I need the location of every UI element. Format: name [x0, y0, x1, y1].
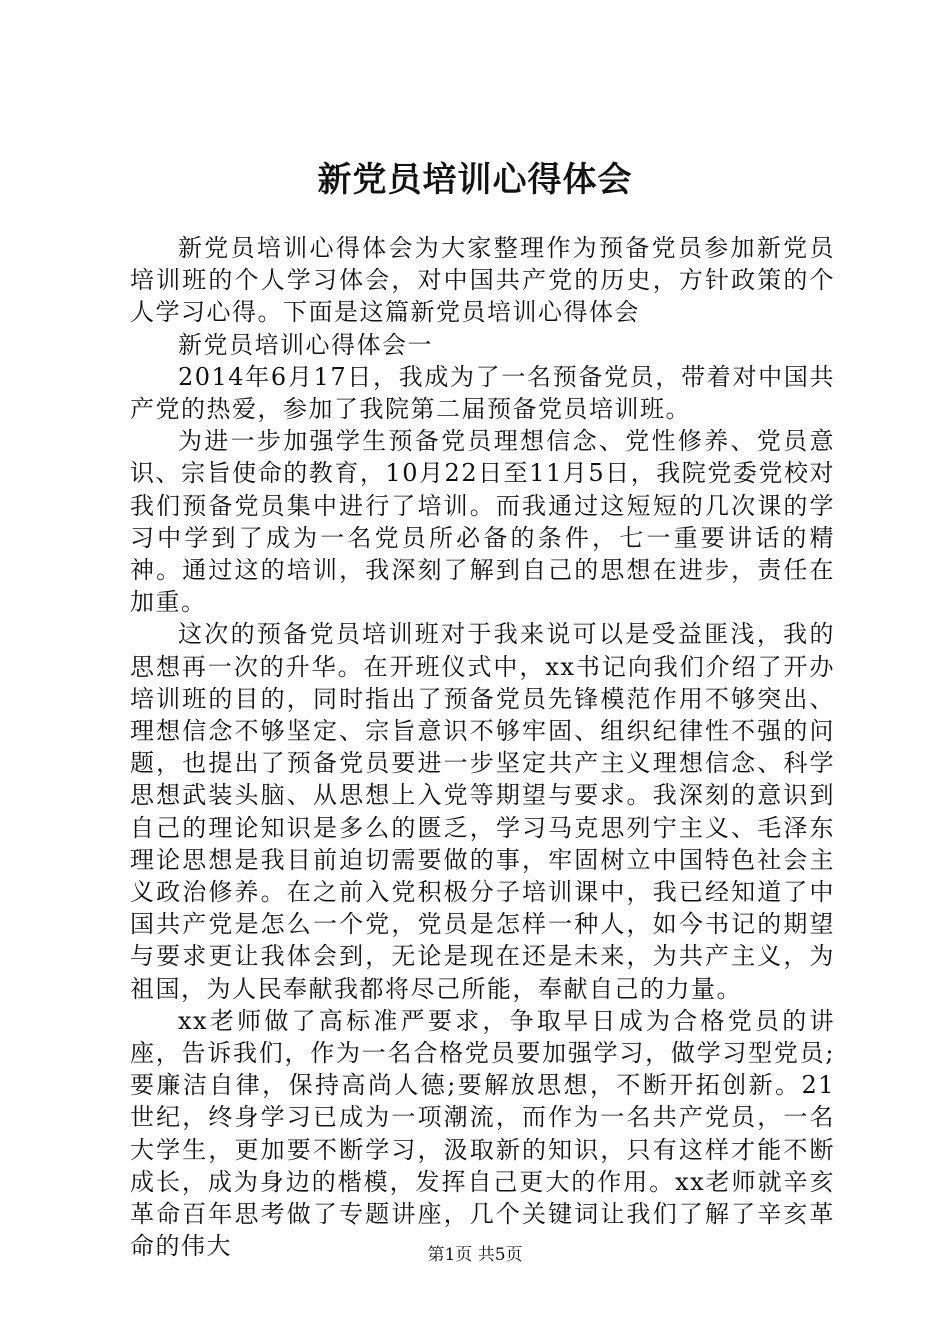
- document-body: [130, 232, 835, 1263]
- intro-paragraph: 新党员培训心得体会为大家整理作为预备党员参加新党员培训班的个人学习体会，对中国共产党的历史，方针政策的个人学习心得。下面是这篇新党员培训心得体会: [130, 234, 835, 327]
- body-paragraph: xx老师做了高标准严要求，争取早日成为合格党员的讲座，告诉我们，作为一名合格党员要加强学习，做学习型党员;要廉洁自律，保持高尚人德;要解放思想，不断开拓创新。21世纪，终身学习已成为一项潮流，而作为一名共产党员，一名大学生，更加要不断学习，汲取新的知识，只有这样才能不断成长，成为身边的楷模，发挥自己更大的作用。xx老师就辛亥革命百年思考做了专题讲座，几个关键词让我们了解了辛亥革命的伟大: [130, 1006, 835, 1261]
- document-title: 新党员培训心得体会: [317, 160, 633, 200]
- section-heading: 新党员培训心得体会一: [178, 330, 433, 359]
- body-paragraph: 这次的预备党员培训班对于我来说可以是受益匪浅，我的思想再一次的升华。在开班仪式中，xx书记向我们介绍了开办培训班的目的，同时指出了预备党员先锋模范作用不够突出、理想信念不够坚定、宗旨意识不够牢固、组织纪律性不强的问题，也提出了预备党员要进一步坚定共产主义理想信念、科学思想武装头脑、从思想上入党等期望与要求。我深刻的意识到自己的理论知识是多么的匮乏，学习马克思列宁主义、毛泽东理论思想是我目前迫切需要做的事，牢固树立中国特色社会主义政治修养。在之前入党积极分子培训课中，我已经知道了中国共产党是怎么一个党，党员是怎样一种人，如今书记的期望与要求更让我体会到，无论是现在还是未来，为共产主义，为祖国，为人民奉献我都将尽己所能，奉献自己的力量。: [130, 620, 835, 1003]
- body-paragraph: 为进一步加强学生预备党员理想信念、党性修养、党员意识、宗旨使命的教育，10月22日至11月5日，我院党委党校对我们预备党员集中进行了培训。而我通过这短短的几次课的学习中学到了成为一名党员所必备的条件，七一重要讲话的精神。通过这的培训，我深刻了解到自己的思想在进步，责任在加重。: [130, 427, 835, 617]
- page-number-footer: 第1页 共5页: [427, 1245, 523, 1265]
- body-paragraph: 2014年6月17日，我成为了一名预备党员，带着对中国共产党的热爱，参加了我院第二届预备党员培训班。: [130, 362, 835, 424]
